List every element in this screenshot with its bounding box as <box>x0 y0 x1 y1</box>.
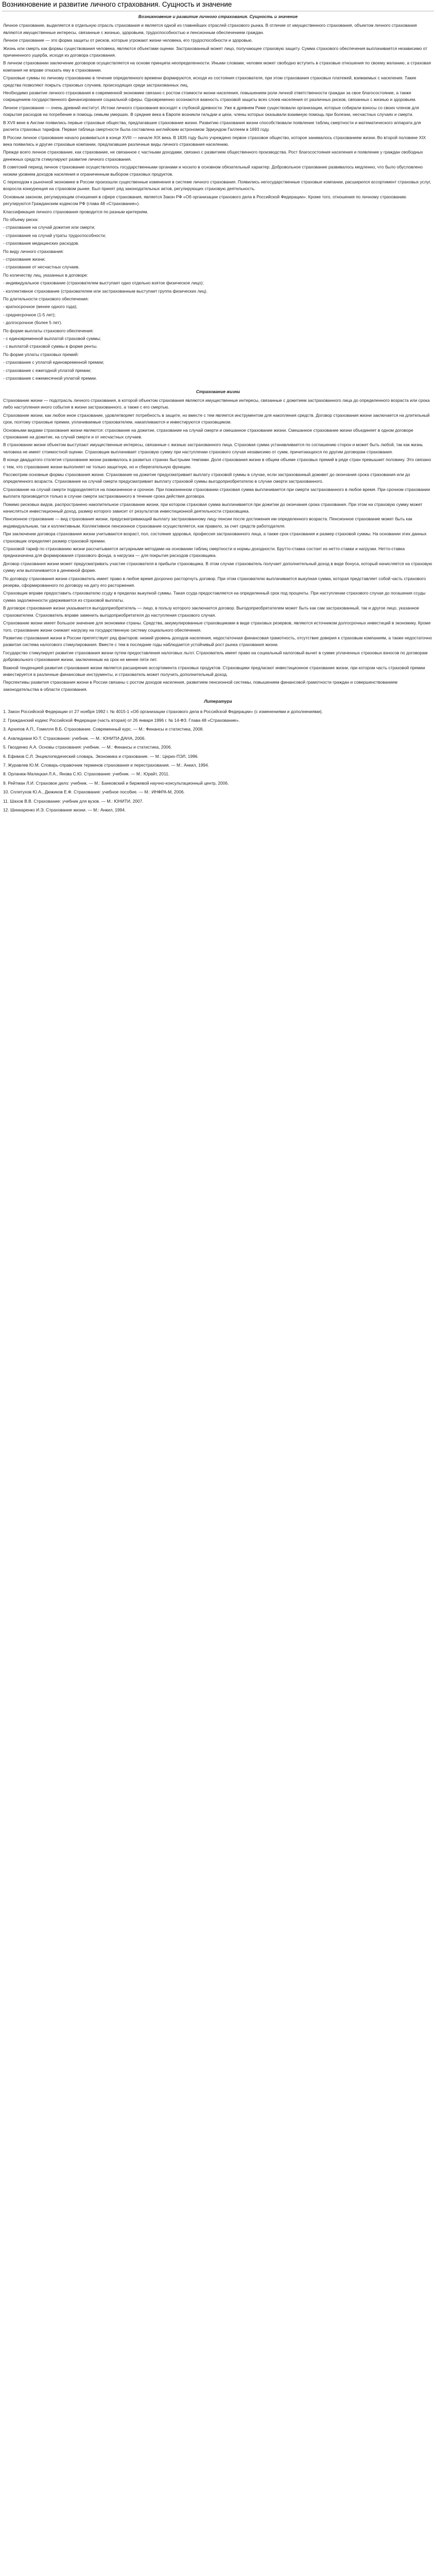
paragraph: Основными видами страхования жизни являются: страхование на дожитие, страхование на случай смерти и смешанное страхование жизни. Смешанное страхование жизни объединяет в одном договоре страхование на дожитие, на случай смерти и от несчастных случаев. <box>3 427 413 439</box>
paragraph: В XVII веке в Англии появились первые страховые общества, предлагавшие страхование жизни. Развитию страхования жизни способствовали появление таблиц смертности и математического аппарата для расчета страховых тарифов. Первая таблица смертности была составлена английским астрономом Эдмундом Галлеем в 1693 году. <box>3 120 421 132</box>
list-item: - страхование на случай утраты трудоспособности; <box>3 232 107 238</box>
section-heading: Страхование жизни <box>196 388 240 394</box>
section-heading: Возникновение и развитие личного страхования. Сущность и значение <box>138 14 298 19</box>
reference-item: 5. Гвозденко А.А. Основы страхования: учебник. — М.: Финансы и статистика, 2006. <box>3 744 172 750</box>
paragraph: Страхование жизни, как любое иное страхование, удовлетворяет потребность в защите, но вместе с тем является инструментом для накопления средств. Договор страхования жизни заключается на длительный срок, поэтому страховые премии, уплачиваемые страхователем, накапливаются и инвестируются страховщиком. <box>3 412 430 425</box>
paragraph: В личном страховании заключение договоров осуществляется на основе принципа неопределенности. Иными словами, человек может свободно вступить в страховые отношения по своему желанию, а страховая компания не вправе отказать ему в страховании. <box>3 60 431 73</box>
list-item: - страхование на случай дожития или смерти; <box>3 225 95 230</box>
list-item: - долгосрочное (более 5 лет). <box>3 320 62 326</box>
list-item: - краткосрочное (менее одного года); <box>3 304 78 310</box>
list-item: - страхование с ежегодной уплатой премии; <box>3 367 92 373</box>
paragraph: По форме уплаты страховых премий: <box>3 351 79 357</box>
paragraph: В конце двадцатого столетия страхование жизни развивалось в развитых странах быстрыми темпами. Доля страхования жизни в общем объеме страховых премий в ряде стран превышает половину. Это связано с тем, что страхование жизни выполняет не только защитную, но и сберегательную функцию. <box>3 457 431 469</box>
paragraph: Личное страхование — очень древний институт. Истоки личного страхования восходят к глубокой древности. Уже в древнем Риме существовали организации, которые собирали взносы со своих членов для покрытия расходов на погребение и помощь семьям умерших. В средние века в Европе возникли гильдии и цехи, члены которых оказывали взаимную помощь при болезни, несчастных случаях и смерти. <box>3 105 420 117</box>
reference-item: 4. Ахвледиани Ю.Т. Страхование: учебник. — М.: ЮНИТИ-ДАНА, 2006. <box>3 735 146 741</box>
reference-item: 10. Сплетухов Ю.А., Дюжиков Е.Ф. Страхование: учебное пособие. — М.: ИНФРА-М, 2006. <box>3 789 185 795</box>
list-item: - страхование с ежемесячной уплатой премии. <box>3 376 97 381</box>
list-item: - с единовременной выплатой страховой суммы; <box>3 336 101 342</box>
list-item: - страхование жизни; <box>3 257 46 262</box>
reference-item: 7. Журавлев Ю.М. Словарь-справочник терминов страхования и перестрахования. — М.: Анкил, 1994. <box>3 762 210 768</box>
paragraph: Жизнь или смерть как формы существования человека, являются объектами оценки. Застрахованный может лицо, получающее страховую защиту. Сумма страхового обеспечения выплачивается независимо от причиненного ущерба, исходя из договора страхования. <box>3 45 428 58</box>
paragraph: Страхование жизни — подотрасль личного страхования, в которой объектом страхования являются имущественные интересы, связанные с дожитием застрахованного лица до определенного возраста или срока либо наступления иного события в жизни застрахованного, а также с его смертью. <box>3 397 430 410</box>
paragraph: Пенсионное страхование — вид страхования жизни, предусматривающий выплату застрахованному лицу пенсии после достижения им определенного возраста. Пенсионное страхование может быть как индивидуальным, так и коллективным. Коллективное пенсионное страхование осуществляется, как правило, за счет средств работодателя. <box>3 516 412 529</box>
reference-item: 11. Шахов В.В. Страхование: учебник для вузов. — М.: ЮНИТИ, 2007. <box>3 798 144 804</box>
paragraph: Прежде всего личное страхование, как страхование, не связанное с частными доходами, связано с развитием общественного производства. Рост благосостояния населения и появление у граждан свободных денежных средств стимулируют развитие личного страхования. <box>3 149 423 162</box>
reference-item: 6. Ефимов С.Л. Энциклопедический словарь. Экономика и страхование. — М.: Церих-ПЭЛ, 1996. <box>3 753 199 759</box>
paragraph: Страховые суммы по личному страхованию в течение определенного времени формируются, исходя из состояния страхователя, при этом страхования страховых платежей, взимаемых с населения. Такие средства позволяют покрыть страховых случаев, происходящих среди застрахованных лиц. <box>3 75 416 88</box>
paragraph: Страховой тариф по страхованию жизни рассчитывается актуарными методами на основании таблиц смертности и нормы доходности. Брутто-ставка состоит из нетто-ставки и нагрузки. Нетто-ставка предназначена для формирования страхового фонда, а нагрузка — для покрытия расходов страховщика. <box>3 546 405 558</box>
reference-item: 2. Гражданский кодекс Российской Федерации (часть вторая) от 26 января 1996 г. № 14-ФЗ. Глава 48 «Страхование». <box>3 717 240 723</box>
page-title: Возникновение и развитие личного страхования. Сущность и значение <box>2 1 232 8</box>
list-item: - индивидуальное страхование (страхователем выступает одно отдельно взятое физическое лицо); <box>3 280 204 286</box>
paragraph: Личное страхование — это форма защиты от рисков, которые угрожают жизни человека, его трудоспособности и здоровью. <box>3 38 253 43</box>
paragraph: Страхование жизни имеет большое значение для экономики страны. Средства, аккумулированные страховщиками в виде страховых резервов, являются источником долгосрочных инвестиций в экономику. Кроме того, страхование жизни снижает нагрузку на государственную систему социального обеспечения. <box>3 620 431 633</box>
paragraph: Перспективы развития страхования жизни в России связаны с ростом доходов населения, развитием пенсионной системы, повышением финансовой грамотности граждан и совершенствованием законодательства в области страхования. <box>3 680 398 692</box>
list-item: - страхование от несчастных случаев. <box>3 264 80 270</box>
paragraph: По длительности страхового обеспечения: <box>3 296 89 302</box>
paragraph: Государство стимулирует развитие страхования жизни путем предоставления налоговых льгот. Страхователь имеет право на социальный налоговый вычет в сумме уплаченных страховых взносов по договорам добровольного страхования жизни, заключенным на срок не менее пяти лет. <box>3 650 428 663</box>
paragraph: Развитию страхования жизни в России препятствует ряд факторов: низкий уровень доходов населения, недостаточная финансовая грамотность, отсутствие доверия к страховым компаниям, а также недостаточно развитая система налогового стимулирования. Вместе с тем в последние годы наблюдается устойчивый рост рынка страхования жизни. <box>3 635 432 648</box>
reference-item: 1. Закон Российской Федерации от 27 ноября 1992 г. № 4015-1 «Об организации страхового дела в Российской Федерации» (с изменениями и дополнениями). <box>3 708 323 714</box>
paragraph: В России личное страхование начало развиваться в конце XVIII — начале XIX века. В 1835 году было учреждено первое страховое общество, которое занималось страхованием жизни. Во второй половине XIX века появились и другие страховые компании, предлагавшие различные виды личного страхования населению. <box>3 134 426 147</box>
reference-item: 3. Архипов А.П., Гомелля В.Б. Страхование. Современный курс. — М.: Финансы и статистика, 2008. <box>3 726 204 732</box>
list-item: - страхование медицинских расходов. <box>3 241 79 246</box>
paragraph: По количеству лиц, указанных в договоре: <box>3 272 89 278</box>
list-item: - страхование с уплатой единовременной премии; <box>3 360 104 365</box>
paragraph: Классификация личного страхования проводится по разным критериям. <box>3 209 148 214</box>
list-item: - среднесрочное (1-5 лет); <box>3 312 56 317</box>
paragraph: Необходимо развитие личного страхования в современной экономике связано с ростом стоимости жизни населения, повышением роли личной ответственности граждан за свое благосостояние, а также сокращением государственного финансирования социальной сферы. Одновременно осознаются важность страховой защиты всех слоев населения от различных рисков, связанных с жизнью и здоровьем. <box>3 90 416 103</box>
paragraph: В страховании жизни объектом выступают имущественные интересы, связанные с жизнью застрахованного лица. Страховая сумма устанавливается по соглашению сторон и может быть любой, так как жизнь человека не имеет стоимостной оценки. Страховщик выплачивает страховую сумму при наступлении страхового случая независимо от сумм, причитающихся по другим договорам страхования. <box>3 442 423 454</box>
paragraph: В советский период личное страхование осуществлялось государственными органами и носило в основном обязательный характер. Добровольное страхование развивалось медленно, что было обусловлено низким уровнем доходов населения и ограниченным выбором страховых продуктов. <box>3 164 423 177</box>
paragraph: При заключении договора страхования жизни учитываются возраст, пол, состояние здоровья, профессия застрахованного лица, а также срок страхования и размер страховой суммы. На основании этих данных страховщик определяет размер страховой премии. <box>3 531 427 544</box>
reference-item: 9. Рейтман Л.И. Страховое дело: учебник. — М.: Банковский и биржевой научно-консультационный центр, 2006. <box>3 780 229 786</box>
paragraph: По объему риска: <box>3 216 39 222</box>
reference-item: 12. Шинкаренко И.Э. Страхование жизни. — М.: Анкил, 1994. <box>3 807 126 813</box>
paragraph: Личное страхование, выделяется в отдельную отрасль страхования и является одной из главнейших отраслей страхового рынка. В отличие от имущественного страхования, объектом личного страхования являются имущественные интересы, связанные с жизнью, здоровьем, трудоспособностью и пенсионным обеспечением граждан. <box>3 23 417 35</box>
paragraph: По форме выплаты страхового обеспечения: <box>3 328 94 333</box>
paragraph: По виду личного страхования: <box>3 248 64 254</box>
references-heading: Литература <box>204 699 232 704</box>
article-body <box>0 11 436 814</box>
reference-item: 8. Орланюк-Малицкая Л.А., Янова С.Ю. Страхование: учебник. — М.: Юрайт, 2011. <box>3 771 170 777</box>
paragraph: Основным законом, регулирующим отношения в сфере страхования, является Закон РФ «Об организации страхового дела в Российской Федерации». Кроме того, отношения по личному страхованию регулируются Гражданским кодексом РФ (глава 48 «Страхование»). <box>3 194 407 207</box>
paragraph: Договор страхования жизни может предусматривать участие страхователя в прибыли страховщика. В этом случае страхователь получает дополнительный доход в виде бонуса, который начисляется на страховую сумму или выплачивается в денежной форме. <box>3 561 432 573</box>
paragraph: Важной тенденцией развития страхования жизни является расширение ассортимента страховых продуктов. Страховщики предлагают инвестиционное страхование жизни, при котором часть страховой премии инвестируется в различные финансовые инструменты, и страхователь может получить дополнительный доход. <box>3 665 425 677</box>
list-item: - коллективное страхование (страхователем или застрахованным выступает группа физических лиц). <box>3 288 208 294</box>
paragraph: В договоре страхования жизни указывается выгодоприобретатель — лицо, в пользу которого заключается договор. Выгодоприобретателем может быть как сам застрахованный, так и другое лицо, указанное страхователем. Страхователь вправе заменить выгодоприобретателя до наступления страхового случая. <box>3 605 420 618</box>
paragraph: Страхование на случай смерти подразделяется на пожизненное и срочное. При пожизненном страховании страховая сумма выплачивается при смерти застрахованного в любое время. При срочном страховании выплата производится только в случае смерти застрахованного в течение срока действия договора. <box>3 486 430 499</box>
paragraph: Помимо рисковых видов, распространено накопительное страхование жизни, при котором страховая сумма выплачивается при дожитии до окончания срока страхования. При этом на страховую сумму может начисляться инвестиционный доход, размер которого зависит от результатов инвестиционной деятельности страховщика. <box>3 501 423 514</box>
list-item: - с выплатой страховой суммы в форме ренты. <box>3 344 98 349</box>
paragraph: С переходом к рыночной экономике в России произошли существенные изменения в системе личного страхования. Появились негосударственные страховые компании, расширился ассортимент страховых услуг, возросла конкуренция на страховом рынке. Был принят ряд законодательных актов, регулирующих страховую деятельность. <box>3 179 431 192</box>
paragraph: Страховщик вправе предоставить страхователю ссуду в пределах выкупной суммы. Такая ссуда предоставляется на определенный срок под проценты. При наступлении страхового случая до погашения ссуды сумма задолженности удерживается из страховой выплаты. <box>3 590 426 603</box>
paragraph: Рассмотрим основные формы страхования жизни. Страхование на дожитие предусматривает выплату страховой суммы в случае, если застрахованный доживет до окончания срока страхования или до определенного возраста. Страхование на случай смерти предусматривает выплату страховой суммы выгодоприобретателю в случае смерти застрахованного. <box>3 471 410 484</box>
paragraph: По договору страхования жизни страхователь имеет право в любое время досрочно расторгнуть договор. При этом страхователю выплачивается выкупная сумма, которая представляет собой часть страхового резерва, сформированного по договору на дату его расторжения. <box>3 575 426 588</box>
